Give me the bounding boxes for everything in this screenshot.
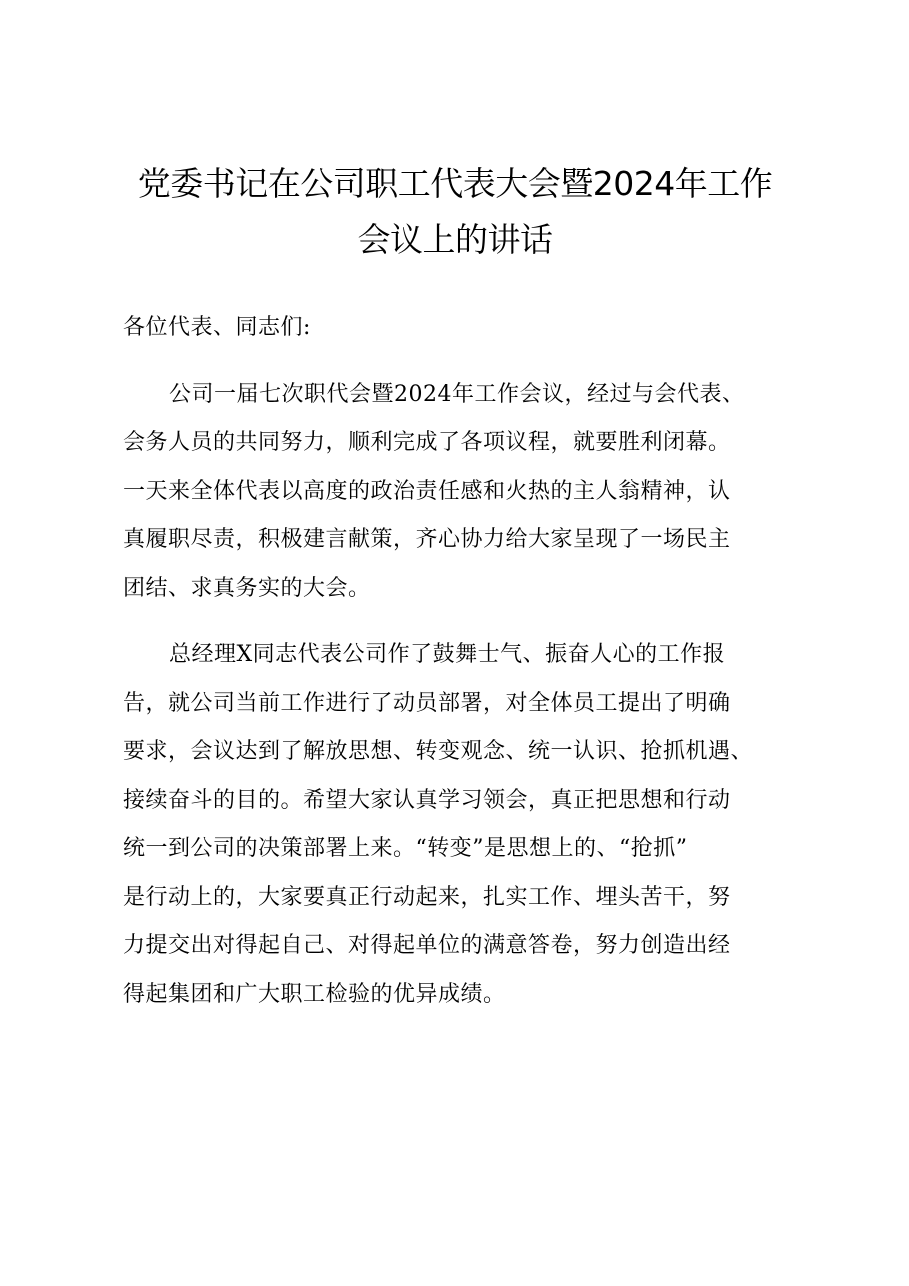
paragraph-2-line: 告，就公司当前工作进行了动员部署，对全体员工提出了明确 (123, 690, 731, 716)
paragraph-2-line: 统一到公司的决策部署上来。“转变”是思想上的、“抢抓” (123, 836, 688, 861)
paragraph-2-line: 力提交出对得起自己、对得起单位的满意答卷，努力创造出经 (123, 933, 731, 958)
paragraph-2-line: 得起集团和广大职工检验的优异成绩。 (123, 981, 506, 1007)
document-body (123, 304, 803, 1019)
paragraph-2-line: 是行动上的，大家要真正行动起来，扎实工作、埋头苦干，努 (123, 884, 731, 910)
salutation: 各位代表、同志们: (123, 315, 311, 340)
paragraph-spacer (123, 613, 803, 631)
paragraph-2-line: 总经理X同志代表公司作了鼓舞士气、振奋人心的工作报 (169, 642, 726, 667)
paragraph-2-line: 接续奋斗的目的。希望大家认真学习领会，真正把思想和行动 (123, 787, 731, 813)
paragraph-1-line: 公司一届七次职代会暨2024年工作会议，经过与会代表、 (169, 381, 745, 407)
paragraph-1-line: 会务人员的共同努力，顺利完成了各项议程，就要胜利闭幕。 (123, 430, 731, 455)
paragraph-1-line: 一天来全体代表以高度的政治责任感和火热的主人翁精神，认 (123, 478, 731, 504)
paragraph-2-line: 要求，会议达到了解放思想、转变观念、统一认识、抢抓机遇、 (123, 739, 754, 764)
paragraph-1 (123, 371, 803, 614)
paragraph-1-line: 团结、求真务实的大会。 (123, 575, 371, 601)
paragraph-spacer (123, 353, 803, 371)
paragraph-1-line: 真履职尽责，积极建言献策，齐心协力给大家呈现了一场民主 (123, 527, 731, 552)
title-line-1: 党委书记在公司职工代表大会暨2024年工作 (137, 164, 773, 203)
paragraph-2 (123, 631, 803, 1019)
title-line-2: 会议上的讲话 (357, 220, 553, 259)
document-title (110, 156, 800, 268)
